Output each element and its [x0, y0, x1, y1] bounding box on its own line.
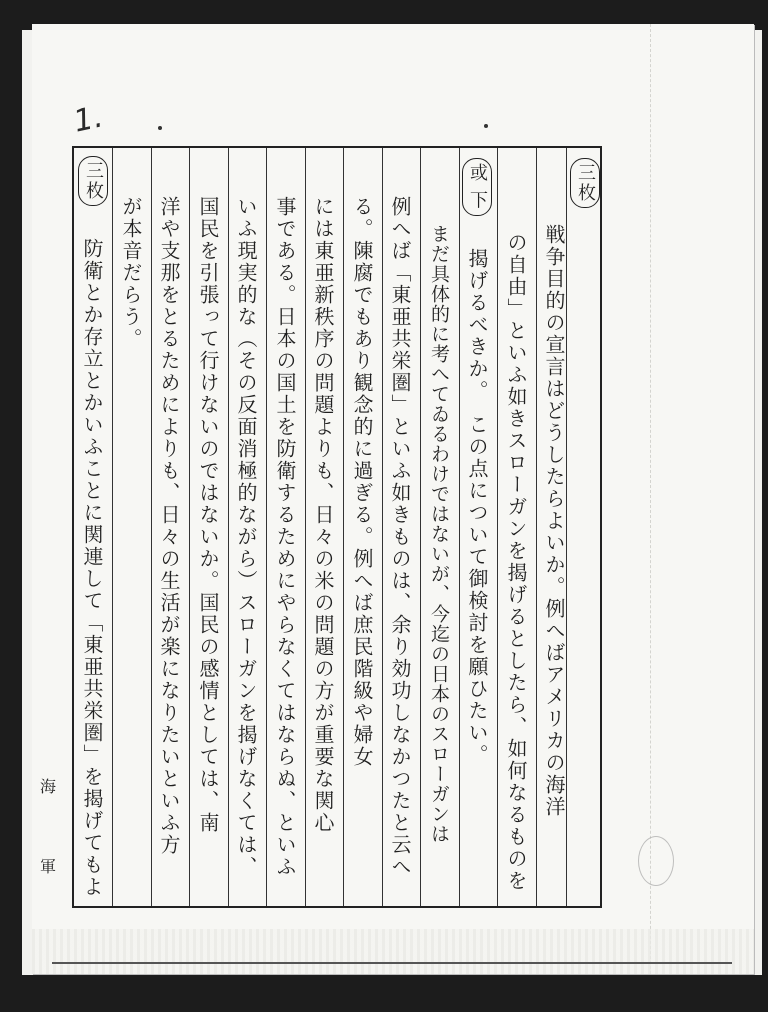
ink-dot	[484, 124, 488, 128]
section-marker-three-sheets-2: 三枚	[78, 156, 108, 206]
text-column-7: には東亜新秩序の問題よりも、日々の米の問題の方が重要な関心	[311, 196, 335, 834]
text-column-11: 洋や支那をとるためによりも、日々の生活が楽になりたいといふ方	[157, 196, 181, 856]
bottom-edge-line	[52, 962, 732, 964]
text-column-3: 揭げるべきか。 この点について御検討を願ひたい。	[465, 248, 489, 766]
text-column-4: まだ具体的に考へてゐるわけではないが、今迄の日本のスローガンは	[428, 224, 450, 844]
scan-noise	[32, 929, 754, 974]
text-column-12: が本音だらう。	[119, 196, 143, 350]
section-marker-three-sheets: 三枚	[570, 158, 600, 208]
side-label-navy-1: 海	[40, 777, 57, 796]
text-column-6: る。陳腐でもあり観念的に過ぎる。例へば庶民階級や婦女	[350, 196, 374, 768]
text-column-13: 防衛とか存立とかいふことに関連して「東亜共栄圏」を揭げてもよ	[80, 238, 104, 898]
text-column-8: 事である。日本の国土を防衛するためにやらなくてはならぬ、といふ	[273, 196, 297, 878]
manuscript-page	[32, 24, 754, 974]
text-column-10: 国民を引張って行けないのではないか。国民の感情としては、南	[196, 196, 220, 834]
page-fold-line	[650, 24, 651, 974]
text-column-1: 戦争目的の宣言はどうしたらよいか。例へばアメリカの海洋	[542, 224, 566, 818]
section-marker-lower: 或 下	[462, 158, 492, 216]
text-column-9: いふ現実的な（その反面消極的ながら）スローガンを揭げなくては、	[234, 196, 258, 878]
faint-stamp	[638, 836, 674, 886]
page-number: 1.	[70, 99, 106, 140]
text-column-5: 例へば「東亜共栄圏」といふ如きものは、余り効功しなかつたと云へ	[388, 196, 412, 878]
ink-dot	[158, 126, 162, 130]
side-label-navy-2: 軍	[40, 857, 57, 876]
text-column-2: の自由」といふ如きスローガンを揭げるとしたら、如何なるものを	[504, 232, 528, 892]
manuscript-grid	[72, 146, 602, 908]
